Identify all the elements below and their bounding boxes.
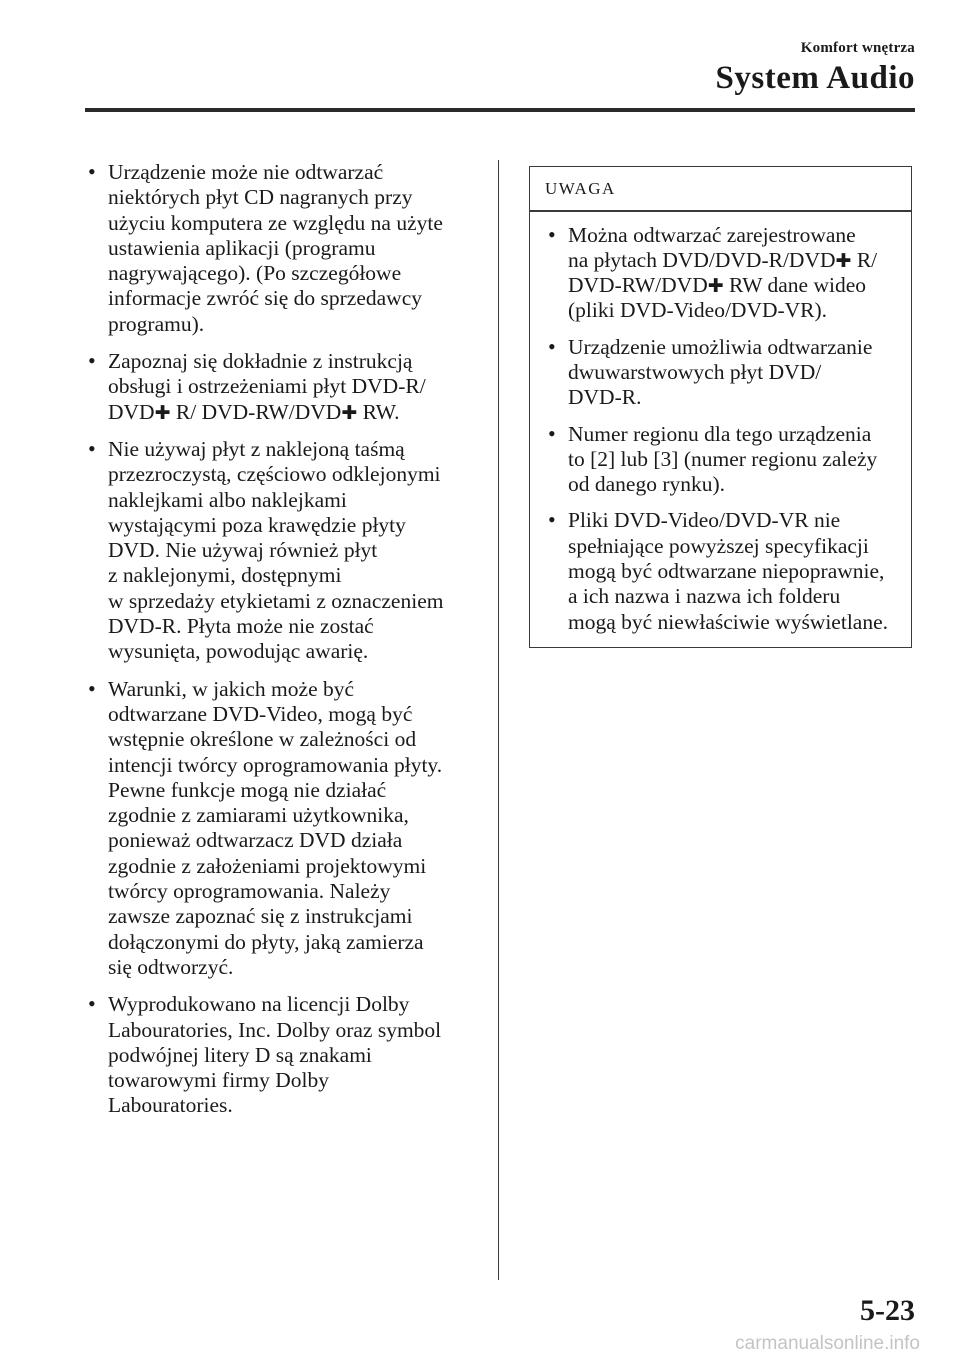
left-list-item (84, 349, 479, 425)
left-list-item-line: dołączonymi do płyty, jaką zamierza (108, 929, 424, 954)
left-list-item-line: Labouratories. (108, 1093, 233, 1118)
left-column (84, 160, 479, 1131)
left-list-item-line: obsługi i ostrzeżeniami płyt DVD-R/ (108, 374, 426, 399)
left-list-item-line: wystającymi poza krawędzie płyty (108, 512, 406, 537)
note-bullet-list (544, 223, 901, 635)
left-list-item-line: nagrywającego). (Po szczegółowe (108, 261, 402, 286)
note-list-item (544, 508, 901, 634)
note-list-item-line: Numer regionu dla tego urządzenia (568, 421, 872, 446)
left-list-item-line: zgodnie z zamiarami użytkownika, (108, 803, 409, 828)
left-list-item-line: wysunięta, powodując awarię. (108, 639, 369, 664)
note-list-item-line: na płytach DVD/DVD-R/DVD✚ R/ (568, 247, 878, 272)
note-list-item-line: od danego rynku). (568, 472, 726, 497)
note-list-item-line: spełniające powyższej specyfikacji (568, 533, 869, 558)
note-box (529, 166, 912, 648)
page-number: 5-23 (860, 1294, 915, 1327)
page-title: System Audio (715, 60, 915, 96)
note-list-item (544, 223, 901, 324)
bullet-icon: • (88, 435, 96, 461)
note-list-item-line: a ich nazwa i nazwa ich folderu (568, 584, 841, 609)
left-list-item-line: przezroczystą, częściowo odklejonymi (108, 462, 441, 487)
left-list-item-line: niektórych płyt CD nagranych przy (108, 185, 413, 210)
note-list-item-line: mogą być niewłaściwie wyświetlane. (568, 609, 889, 634)
note-list-item-line: mogą być odtwarzane niepoprawnie, (568, 559, 885, 584)
note-list-item (544, 335, 901, 411)
left-list-item-line: zgodnie z założeniami projektowymi (108, 853, 427, 878)
left-list-item-line: Wyprodukowano na licencji Dolby (108, 992, 410, 1017)
left-list-item-line: Warunki, w jakich może być (108, 676, 355, 701)
note-title: UWAGA (545, 179, 616, 198)
left-list-item-line: Nie używaj płyt z naklejoną taśmą (108, 436, 405, 461)
left-list-item-line: się odtworzyć. (108, 954, 234, 979)
left-list-item-line: w sprzedaży etykietami z oznaczeniem (108, 588, 444, 613)
bullet-icon: • (88, 675, 96, 701)
note-list-item-line: Urządzenie umożliwia odtwarzanie (568, 334, 873, 359)
left-list-item (84, 677, 479, 981)
left-bullet-list (84, 160, 479, 1119)
left-list-item-line: Zapoznaj się dokładnie z instrukcją (108, 349, 413, 374)
bullet-icon: • (88, 991, 96, 1017)
left-list-item-line: programu). (108, 311, 205, 336)
left-list-item-line: zawsze zapoznać się z instrukcjami (108, 904, 413, 929)
left-list-item-line: ustawienia aplikacji (programu (108, 235, 376, 260)
column-divider (498, 160, 499, 1280)
left-list-item (84, 437, 479, 665)
note-body (530, 212, 911, 635)
left-list-item-line: intencji twórcy oprogramowania płyty. (108, 752, 443, 777)
note-list-item-line: Pliki DVD-Video/DVD-VR nie (568, 508, 841, 533)
bullet-icon: • (548, 333, 556, 359)
plus-icon: ✚ (154, 401, 171, 424)
bullet-icon: • (88, 348, 96, 374)
left-list-item-line: ponieważ odtwarzacz DVD działa (108, 828, 403, 853)
note-list-item-line: Można odtwarzać zarejestrowane (568, 222, 856, 247)
left-list-item-line: podwójnej litery D są znakami (108, 1042, 372, 1067)
left-list-item-line: DVD✚ R/ DVD-RW/DVD✚ RW. (108, 399, 400, 424)
left-list-item-line: DVD-R. Płyta może nie zostać (108, 614, 374, 639)
left-list-item-line: Labouratories, Inc. Dolby oraz symbol (108, 1017, 442, 1042)
left-list-item-line: z naklejonymi, dostępnymi (108, 563, 342, 588)
note-list-item-line: dwuwarstwowych płyt DVD/ (568, 359, 822, 384)
bullet-icon: • (548, 420, 556, 446)
section-label: Komfort wnętrza (800, 40, 915, 56)
left-list-item-line: wstępnie określone w zależności od (108, 727, 417, 752)
note-list-item-line: DVD-RW/DVD✚ RW dane wideo (568, 273, 866, 298)
left-list-item-line: odtwarzane DVD-Video, mogą być (108, 701, 413, 726)
left-list-item-line: naklejkami albo naklejkami (108, 487, 347, 512)
note-list-item (544, 422, 901, 498)
left-list-item-line: twórcy oprogramowania. Należy (108, 879, 391, 904)
left-list-item-line: DVD. Nie używaj również płyt (108, 538, 378, 563)
left-list-item-line: Urządzenie może nie odtwarzać (108, 160, 384, 184)
note-list-item-line: (pliki DVD-Video/DVD-VR). (568, 298, 828, 323)
plus-icon: ✚ (341, 401, 358, 424)
bullet-icon: • (548, 507, 556, 533)
plus-icon: ✚ (835, 249, 852, 272)
left-list-item-line: Pewne funkcje mogą nie działać (108, 777, 387, 802)
left-list-item-line: użyciu komputera ze względu na użyte (108, 210, 443, 235)
left-list-item (84, 160, 479, 337)
watermark: carmanualsonline.info (735, 1333, 920, 1354)
note-list-item-line: to [2] lub [3] (numer regionu zależy (568, 446, 878, 471)
note-list-item-line: DVD-R. (568, 385, 642, 410)
left-list-item-line: towarowymi firmy Dolby (108, 1068, 329, 1093)
left-list-item (84, 992, 479, 1118)
bullet-icon: • (548, 221, 556, 247)
plus-icon: ✚ (707, 275, 724, 298)
left-list-item-line: informacje zwróć się do sprzedawcy (108, 286, 422, 311)
header-rule (85, 108, 915, 112)
bullet-icon: • (88, 159, 96, 184)
